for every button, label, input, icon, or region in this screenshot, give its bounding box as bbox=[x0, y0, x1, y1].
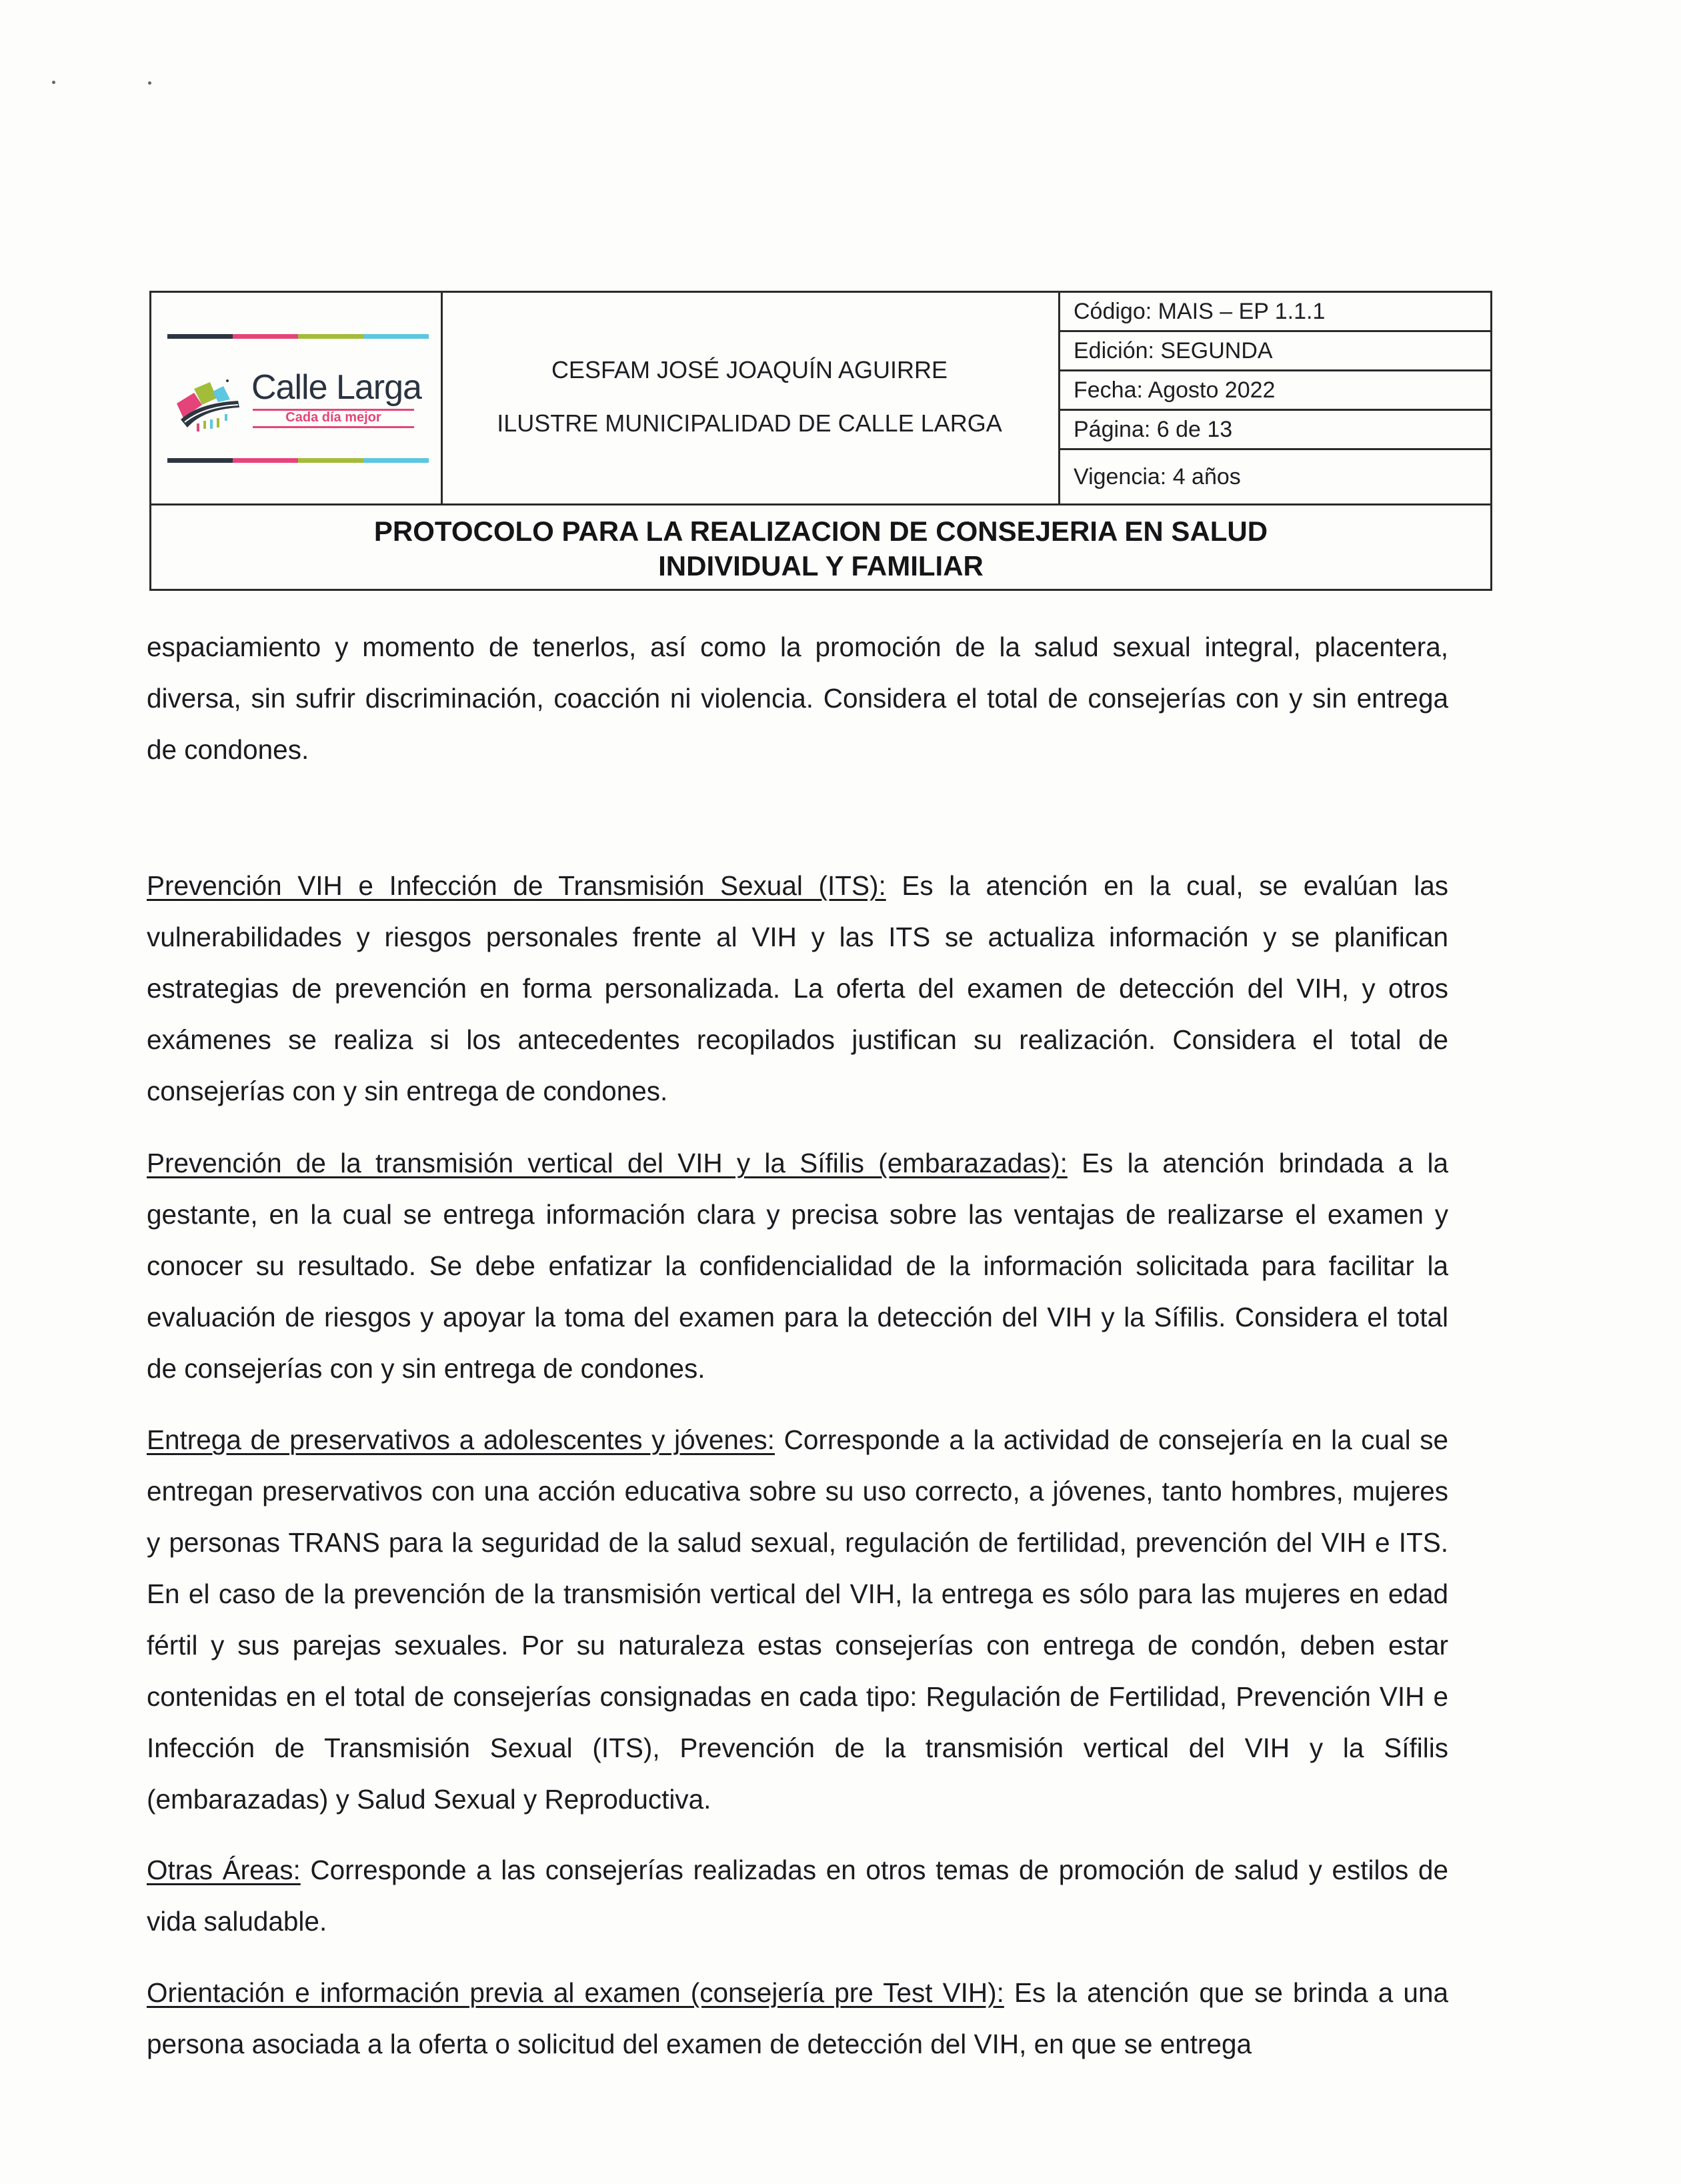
meta-vigencia: Vigencia: 4 años bbox=[1074, 464, 1241, 489]
section-text: Corresponde a las consejerías realizadas en otros temas de promoción de salud y estilos de vida saludable. bbox=[147, 1855, 1448, 1937]
paragraph-text: espaciamiento y momento de tenerlos, así como la promoción de la salud sexual integral, placentera, diversa, sin sufrir discriminación, coacción ni violencia. Considera el total de consejerías con y sin entrega de condones. bbox=[147, 632, 1448, 765]
document-title bbox=[151, 503, 1490, 589]
institution-name: CESFAM JOSÉ JOAQUÍN AGUIRRE bbox=[551, 356, 948, 383]
meta-fecha: Fecha: Agosto 2022 bbox=[1060, 371, 1490, 411]
logo-name: Calle Larga bbox=[251, 368, 421, 407]
section-term: Orientación e información previa al examen (consejería pre Test VIH): bbox=[147, 1977, 1004, 2008]
logo-stripe-top bbox=[167, 334, 429, 339]
logo-stripe-bottom bbox=[167, 458, 429, 463]
section-text: Es la atención en la cual, se evalúan las vulnerabilidades y riesgos personales frente al VIH y las ITS se actualiza información y se planifican estrategias de prevención en forma personalizada. La oferta del examen de detección del VIH, y otros exámenes se realiza si los antecedentes recopilados justifican su realización. Considera el total de consejerías con y sin entrega de condones. bbox=[147, 870, 1449, 1106]
document-header-table bbox=[149, 291, 1492, 591]
section-term: Entrega de preservativos a adolescentes y jóvenes: bbox=[147, 1424, 775, 1455]
section-text: Corresponde a la actividad de consejería en la cual se entregan preservativos con una acción educativa sobre su uso correcto, a jóvenes, tanto hombres, mujeres y personas TRANS para la seguridad de la salud sexual, regulación de fertilidad, prevención del VIH e ITS. En el caso de la prevención de la transmisión vertical del VIH, la entrega es sólo para las mujeres en edad fértil y sus parejas sexuales. Por su naturaleza estas consejerías con entrega de condón, deben estar contenidas en el total de consejerías consignadas en cada tipo: Regulación de Fertilidad, Prevención VIH e Infección de Transmisión Sexual (ITS), Prevención de la transmisión vertical del VIH y la Sífilis (embarazadas) y Salud Sexual y Reproductiva. bbox=[147, 1424, 1449, 1815]
section-consejeria-pre-test bbox=[147, 1967, 1448, 2070]
section-term: Prevención de la transmisión vertical del VIH y la Sífilis (embarazadas): bbox=[147, 1148, 1068, 1178]
logo-tagline: Cada día mejor bbox=[285, 410, 381, 425]
document-title-line2: INDIVIDUAL Y FAMILIAR bbox=[658, 550, 984, 582]
section-term: Prevención VIH e Infección de Transmisión Sexual (ITS): bbox=[147, 870, 886, 901]
section-otras-areas bbox=[147, 1845, 1448, 1947]
section-term: Otras Áreas: bbox=[147, 1855, 301, 1885]
section-prevencion-vih-its bbox=[147, 860, 1448, 1117]
document-meta-cell bbox=[1060, 293, 1490, 503]
institution-cell bbox=[441, 293, 1060, 503]
scan-speck bbox=[52, 81, 55, 84]
logo-underline bbox=[253, 426, 414, 428]
document-title-line1: PROTOCOLO PARA LA REALIZACION DE CONSEJERIA EN SALUD bbox=[373, 515, 1268, 547]
header-top-row bbox=[151, 293, 1490, 505]
municipality-name: ILUSTRE MUNICIPALIDAD DE CALLE LARGA bbox=[497, 409, 1002, 437]
section-entrega-preservativos bbox=[147, 1414, 1448, 1825]
meta-pagina: Página: 6 de 13 bbox=[1060, 411, 1490, 450]
meta-codigo: Código: MAIS – EP 1.1.1 bbox=[1060, 293, 1490, 332]
body-paragraph-continuation bbox=[147, 622, 1448, 776]
section-text: Es la atención brindada a la gestante, en la cual se entrega información clara y precisa sobre las ventajas de realizarse el examen y conocer su resultado. Se debe enfatizar la confidencialidad de la información solicitada para facilitar la evaluación de riesgos y apoyar la toma del examen para la detección del VIH y la Sífilis. Considera el total de consejerías con y sin entrega de condones. bbox=[147, 1148, 1448, 1384]
meta-edicion: Edición: SEGUNDA bbox=[1060, 332, 1490, 371]
section-text: Es la atención que se brinda a una persona asociada a la oferta o solicitud del examen de detección del VIH, en que se entrega bbox=[147, 1977, 1448, 2059]
calle-larga-logo-icon bbox=[174, 375, 245, 434]
section-transmision-vertical bbox=[147, 1138, 1448, 1394]
scan-speck bbox=[148, 81, 151, 85]
logo-cell bbox=[151, 293, 443, 503]
